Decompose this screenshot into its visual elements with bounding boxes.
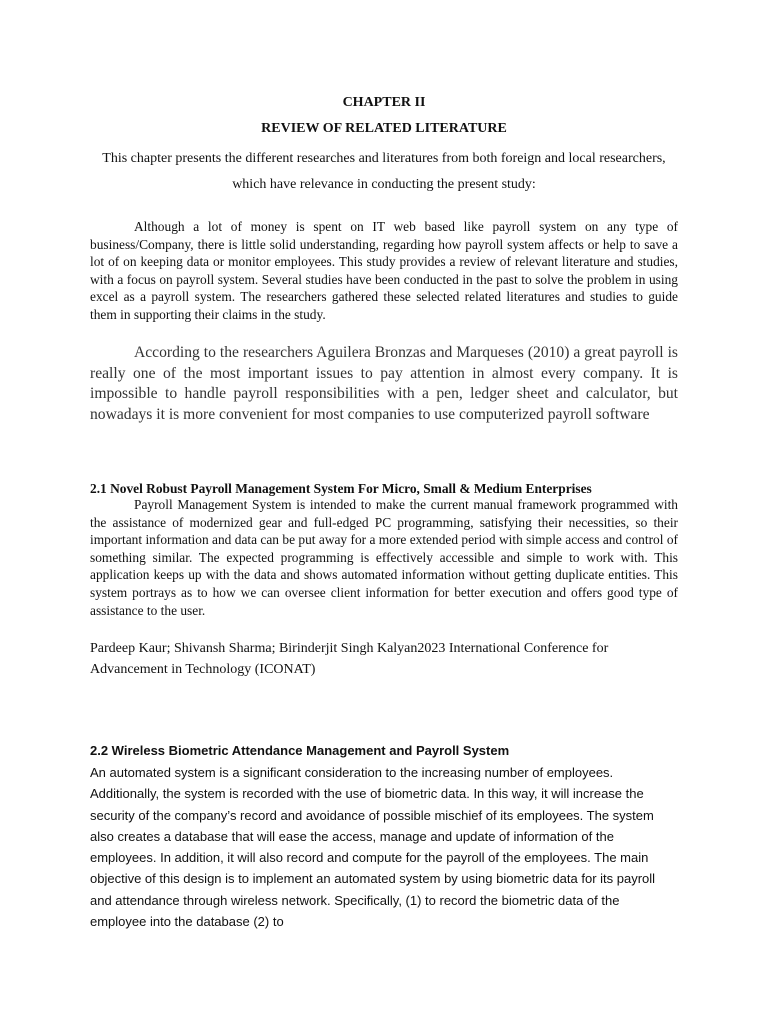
chapter-title: CHAPTER II (342, 95, 426, 110)
subsection-2-1-body: Payroll Management System is intended to make the current manual framework programmed with the assistance of modernized gear and full-edged PC programming, satisfying their necessities, so their important information and data can be put away for a more extended period with simple access and control of something similar. The expected programming is effectively accessible and simple to work with. This application keeps up with the data and shows automated information without getting duplicate entities. This system portrays as to how we can oversee client information for better execution and offers good type of assistance to the user. (90, 497, 678, 618)
paragraph-intro-payroll: Although a lot of money is spent on IT web based like payroll system on any type of business/Company, there is little solid understanding, regarding how payroll system affects or help to save a lot of on keeping data or monitor employees. This study provides a review of relevant literature and studies, with a focus on payroll system. Several studies have been conducted in the past to solve the problem in using excel as a payroll system. The researchers gathered these selected related literatures and studies to guide them in supporting their claims in the study. (90, 219, 678, 322)
subsection-2-2-heading: 2.2 Wireless Biometric Attendance Management and Payroll System (90, 743, 510, 758)
chapter-intro: This chapter presents the different researches and literatures from both foreign and local researchers, which have relevance in conducting the present study: (102, 151, 666, 192)
subsection-2-2-body: An automated system is a significant consideration to the increasing number of employees. Additionally, the system is recorded with the use of biometric data. In this way, it will increase the security of the company’s record and avoidance of possible mischief of its employees. The system also creates a database that will ease the access, manage and update of information of the employees. In addition, it will also record and compute for the payroll of the employees. The main objective of this design is to implement an automated system by using biometric data for its payroll and attendance through wireless network. Specifically, (1) to record the biometric data of the employee into the database (2) to (90, 765, 656, 930)
subsection-2-1-heading: 2.1 Novel Robust Payroll Management System For Micro, Small & Medium Enterprises (90, 481, 592, 496)
subsection-2-1-citation: Pardeep Kaur; Shivansh Sharma; Birinderjit Singh Kalyan2023 International Conference for Advancement in Technology (ICONAT) (90, 641, 609, 677)
section-heading: REVIEW OF RELATED LITERATURE (261, 121, 507, 136)
paragraph-aguilera: According to the researchers Aguilera Bronzas and Marqueses (2010) a great payroll is really one of the most important issues to pay attention in almost every company. It is impossible to handle payroll responsibilities with a pen, ledger sheet and calculator, but nowadays it is more convenient for most companies to use computerized payroll software (90, 344, 678, 423)
